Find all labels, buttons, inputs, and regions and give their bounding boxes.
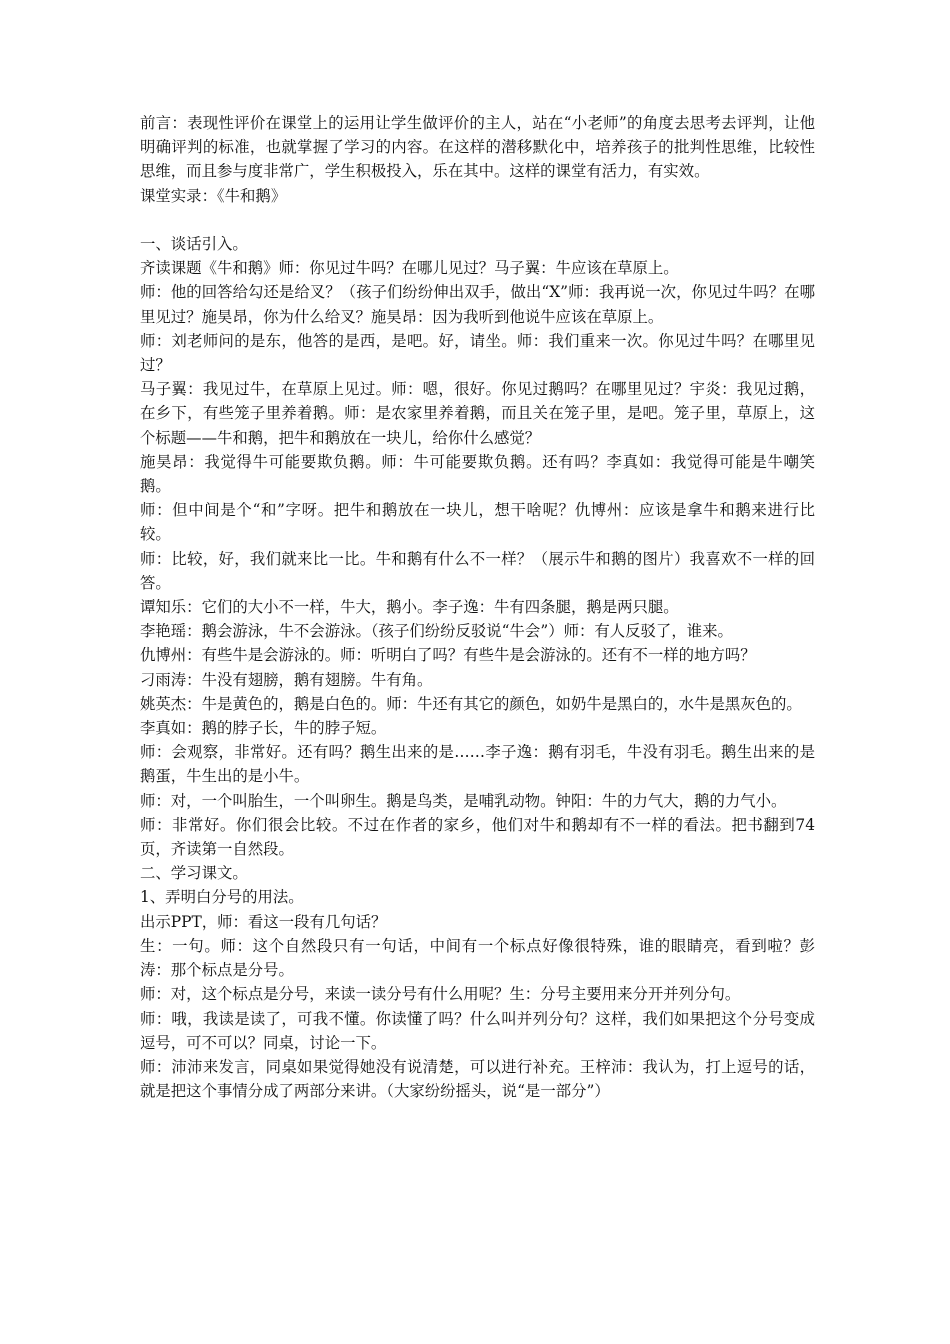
dialogue-paragraph: 师：但中间是个“和”字呀。把牛和鹅放在一块儿，想干啥呢？仇博州：应该是拿牛和鹅来进行比较。 (140, 501, 815, 544)
dialogue-paragraph: 刁雨涛：牛没有翅膀，鹅有翅膀。牛有角。 (140, 670, 433, 689)
document-body (140, 111, 815, 1103)
dialogue-paragraph: 施昊昂：我觉得牛可能要欺负鹅。师：牛可能要欺负鹅。还有吗？李真如：我觉得可能是牛嘲笑鹅。 (140, 452, 815, 496)
dialogue-paragraph: 李艳瑶：鹅会游泳，牛不会游泳。（孩子们纷纷反驳说“牛会”）师：有人反驳了，谁来。 (140, 622, 733, 641)
dialogue-paragraph: 师：比较，好，我们就来比一比。牛和鹅有什么不一样？（展示牛和鹅的图片）我喜欢不一样的回答。 (140, 549, 815, 592)
dialogue-paragraph: 师：刘老师问的是东，他答的是西，是吧。好，请坐。师：我们重来一次。你见过牛吗？在哪里见过？ (140, 331, 815, 375)
preface-paragraph: 前言：表现性评价在课堂上的运用让学生做评价的主人，站在“小老师”的角度去思考去评判，让他明确评判的标准，也就掌握了学习的内容。在这样的潜移默化中，培养孩子的批判性思维，比较性思维，而且参与度非常广，学生积极投入，乐在其中。这样的课堂有活力，有实效。 (140, 114, 815, 181)
dialogue-paragraph: 谭知乐：它们的大小不一样，牛大，鹅小。李子逸：牛有四条腿，鹅是两只腿。 (140, 598, 679, 617)
dialogue-paragraph: 师：非常好。你们很会比较。不过在作者的家乡，他们对牛和鹅却有不一样的看法。把书翻到74页，齐读第一自然段。 (140, 815, 815, 859)
dialogue-paragraph: 仇博州：有些牛是会游泳的。师：听明白了吗？有些牛是会游泳的。还有不一样的地方吗？ (140, 646, 756, 665)
section-heading-study: 二、学习课文。 (140, 864, 248, 883)
dialogue-paragraph: 师：他的回答给勾还是给叉？（孩子们纷纷伸出双手，做出“X”师：我再说一次，你见过牛吗？在哪里见过？施昊昂，你为什么给叉？施昊昂：因为我听到他说牛应该在草原上。 (140, 283, 815, 326)
dialogue-paragraph: 师：对，一个叫胎生，一个叫卵生。鹅是鸟类，是哺乳动物。钟阳：牛的力气大，鹅的力气小。 (140, 791, 787, 810)
dialogue-paragraph: 师：哦，我读是读了，可我不懂。你读懂了吗？什么叫并列分句？这样，我们如果把这个分号变成逗号，可不可以？同桌，讨论一下。 (140, 1009, 815, 1052)
dialogue-paragraph: 马子翼：我见过牛，在草原上见过。师：嗯，很好。你见过鹅吗？在哪里见过？宇炎：我见过鹅，在乡下，有些笼子里养着鹅。师：是农家里养着鹅，而且关在笼子里，是吧。笼子里，草原上，这个标题——牛和鹅，把牛和鹅放在一块儿，给你什么感觉？ (140, 380, 815, 447)
section-heading-intro: 一、谈话引入。 (140, 235, 248, 253)
dialogue-paragraph: 师：沛沛来发言，同桌如果觉得她没有说清楚，可以进行补充。王梓沛：我认为，打上逗号的话，就是把这个事情分成了两部分来讲。（大家纷纷摇头，说“是一部分”） (140, 1057, 815, 1101)
dialogue-paragraph: 齐读课题《牛和鹅》师：你见过牛吗？在哪儿见过？马子翼：牛应该在草原上。 (140, 259, 679, 278)
dialogue-paragraph: 李真如：鹅的脖子长，牛的脖子短。 (140, 719, 387, 738)
lesson-title: 课堂实录：《牛和鹅》 (140, 186, 287, 205)
dialogue-paragraph: 出示PPT，师：看这一段有几句话？ (140, 912, 387, 931)
blank-line (140, 208, 815, 232)
dialogue-paragraph: 生：一句。师：这个自然段只有一句话，中间有一个标点好像很特殊，谁的眼睛亮，看到啦？彭涛：那个标点是分号。 (140, 936, 815, 980)
dialogue-paragraph: 姚英杰：牛是黄色的，鹅是白色的。师：牛还有其它的颜色，如奶牛是黑白的，水牛是黑灰色的。 (140, 694, 802, 713)
subsection-heading: 1、弄明白分号的用法。 (140, 888, 304, 907)
dialogue-paragraph: 师：对，这个标点是分号，来读一读分号有什么用呢？生：分号主要用来分开并列分句。 (140, 985, 741, 1004)
dialogue-paragraph: 师：会观察，非常好。还有吗？鹅生出来的是……李子逸：鹅有羽毛，牛没有羽毛。鹅生出来的是鹅蛋，牛生出的是小牛。 (140, 743, 815, 786)
